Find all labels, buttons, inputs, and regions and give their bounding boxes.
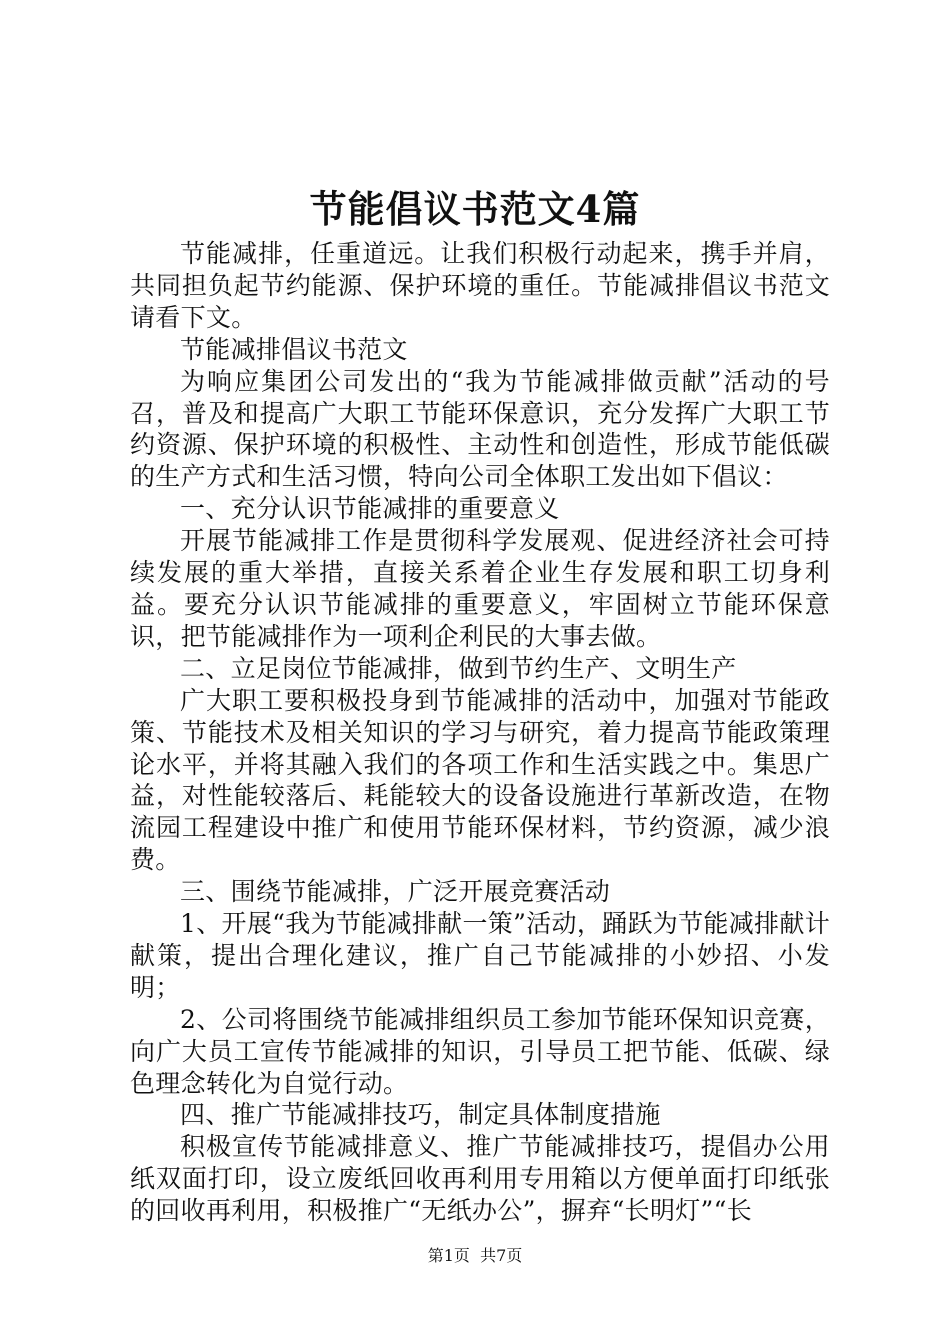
- intro-paragraph: 节能减排，任重道远。让我们积极行动起来，携手并肩，共同担负起节约能源、保护环境的重任。节能减排倡议书范文请看下文。: [130, 239, 830, 332]
- list-item-paragraph: 2、公司将围绕节能减排组织员工参加节能环保知识竞赛，向广大员工宣传节能减排的知识，引导员工把节能、低碳、绿色理念转化为自觉行动。: [130, 1004, 830, 1098]
- body-paragraph: 为响应集团公司发出的“我为节能减排做贡献”活动的号召，普及和提高广大职工节能环保意识，充分发挥广大职工节约资源、保护环境的积极性、主动性和创造性，形成节能低碳的生产方式和生活习惯，特向公司全体职工发出如下倡议：: [130, 366, 830, 492]
- section-heading-1: 一、充分认识节能减排的重要意义: [180, 494, 560, 524]
- document-title: 节能倡议书范文4篇: [309, 187, 641, 231]
- list-item-paragraph: 1、开展“我为节能减排献一策”活动，踊跃为节能减排献计献策，提出合理化建议，推广自己节能减排的小妙招、小发明；: [130, 909, 830, 1002]
- page-footer: [0, 1246, 950, 1266]
- document-body: [130, 238, 830, 1227]
- section-heading-subtitle: 节能减排倡议书范文: [180, 334, 408, 364]
- body-paragraph: 开展节能减排工作是贯彻科学发展观、促进经济社会可持续发展的重大举措，直接关系着企业生存发展和职工切身利益。要充分认识节能减排的重要意义，牢固树立节能环保意识，把节能减排作为一项利企利民的大事去做。: [130, 526, 830, 651]
- section-heading-3: 三、围绕节能减排，广泛开展竞赛活动: [180, 877, 611, 907]
- body-paragraph: 积极宣传节能减排意义、推广节能减排技巧，提倡办公用纸双面打印，设立废纸回收再利用专用箱以方便单面打印纸张的回收再利用，积极推广“无纸办公”，摒弃“长明灯”“长: [130, 1132, 830, 1226]
- body-paragraph: 广大职工要积极投身到节能减排的活动中，加强对节能政策、节能技术及相关知识的学习与研究，着力提高节能政策理论水平，并将其融入我们的各项工作和生活实践之中。集思广益，对性能较落后、耗能较大的设备设施进行革新改造，在物流园工程建设中推广和使用节能环保材料，节约资源，减少浪费。: [130, 685, 830, 875]
- page-number-label: 第1页 共7页: [427, 1246, 523, 1265]
- section-heading-2: 二、立足岗位节能减排，做到节约生产、文明生产: [180, 653, 737, 683]
- section-heading-4: 四、推广节能减排技巧，制定具体制度措施: [180, 1100, 661, 1130]
